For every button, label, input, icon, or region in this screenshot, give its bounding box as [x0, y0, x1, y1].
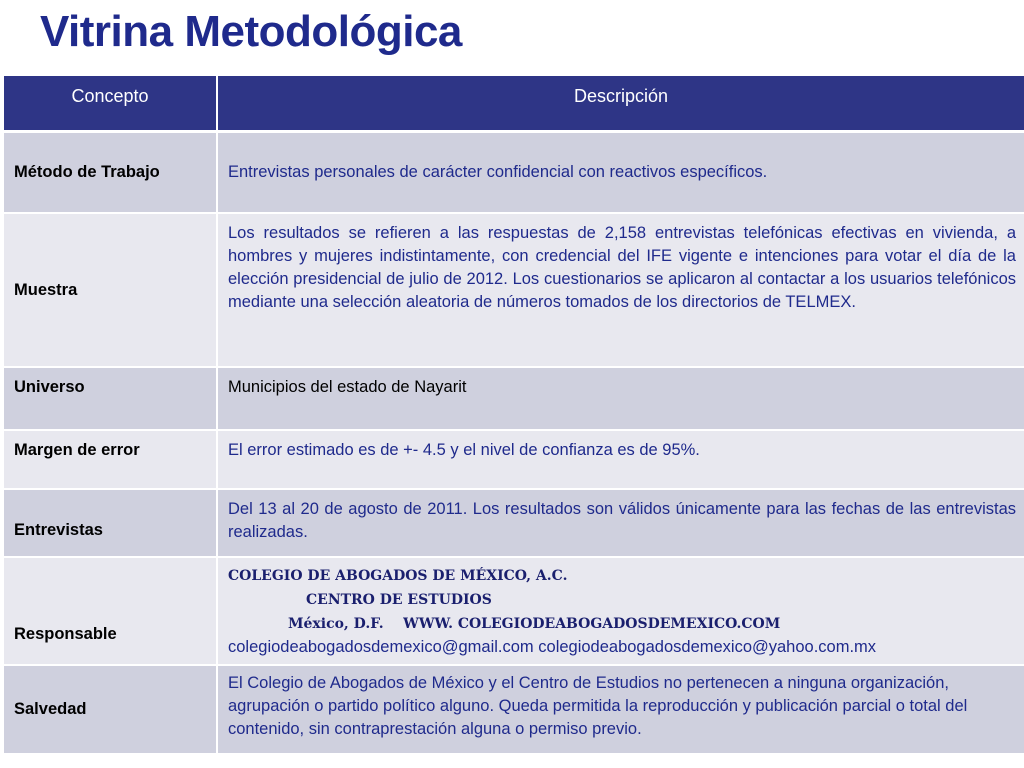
- concept-cell: Responsable: [4, 557, 217, 665]
- contact-emails: colegiodeabogadosdemexico@gmail.com colegiodeabogadosdemexico@yahoo.com.mx: [228, 638, 877, 656]
- description-cell: Del 13 al 20 de agosto de 2011. Los resultados son válidos únicamente para las fechas de las entrevistas realizadas.: [217, 489, 1024, 557]
- concept-cell: Universo: [4, 367, 217, 430]
- description-cell: Entrevistas personales de carácter confidencial con reactivos específicos.: [217, 131, 1024, 213]
- description-cell: El error estimado es de +- 4.5 y el nivel de confianza es de 95%.: [217, 430, 1024, 489]
- table-row-salvedad: [4, 665, 1024, 754]
- column-header-concept: Concepto: [4, 76, 217, 131]
- page-title: Vitrina Metodológica: [40, 7, 462, 56]
- concept-cell: Margen de error: [4, 430, 217, 489]
- table-row-muestra: [4, 213, 1024, 367]
- description-cell: Los resultados se refieren a las respuestas de 2,158 entrevistas telefónicas efectivas en vivienda, a hombres y mujeres indistintamente, con credencial del IFE vigente e intenciones para votar el día de la elección presidencial de julio de 2012. Los cuestionarios se aplicaron al contactar a los usuarios telefónicos mediante una selección aleatoria de números tomados de los directorios de TELMEX.: [217, 213, 1024, 367]
- description-cell: El Colegio de Abogados de México y el Centro de Estudios no pertenecen a ninguna organización, agrupación o partido político alguno. Queda permitida la reproducción y publicación parcial o total del contenido, sin contraprestación alguna o permiso previo.: [217, 665, 1024, 754]
- description-cell: [217, 557, 1024, 665]
- table-row-responsable: [4, 557, 1024, 665]
- methodology-table: [4, 76, 1024, 755]
- concept-cell: Entrevistas: [4, 489, 217, 557]
- concept-cell: Salvedad: [4, 665, 217, 754]
- organization-department: CENTRO DE ESTUDIOS: [306, 592, 492, 608]
- organization-name: COLEGIO DE ABOGADOS DE MÉXICO, A.C.: [228, 568, 568, 584]
- table-row-margen: [4, 430, 1024, 489]
- table-row-metodo: [4, 131, 1024, 213]
- concept-cell: Método de Trabajo: [4, 131, 217, 213]
- concept-cell: Muestra: [4, 213, 217, 367]
- organization-location-website: México, D.F. WWW. COLEGIODEABOGADOSDEMEXICO.COM: [288, 616, 781, 632]
- table-header-row: [4, 76, 1024, 131]
- column-header-description: Descripción: [217, 76, 1024, 131]
- table-row-entrevistas: [4, 489, 1024, 557]
- description-cell: Municipios del estado de Nayarit: [217, 367, 1024, 430]
- table-row-universo: [4, 367, 1024, 430]
